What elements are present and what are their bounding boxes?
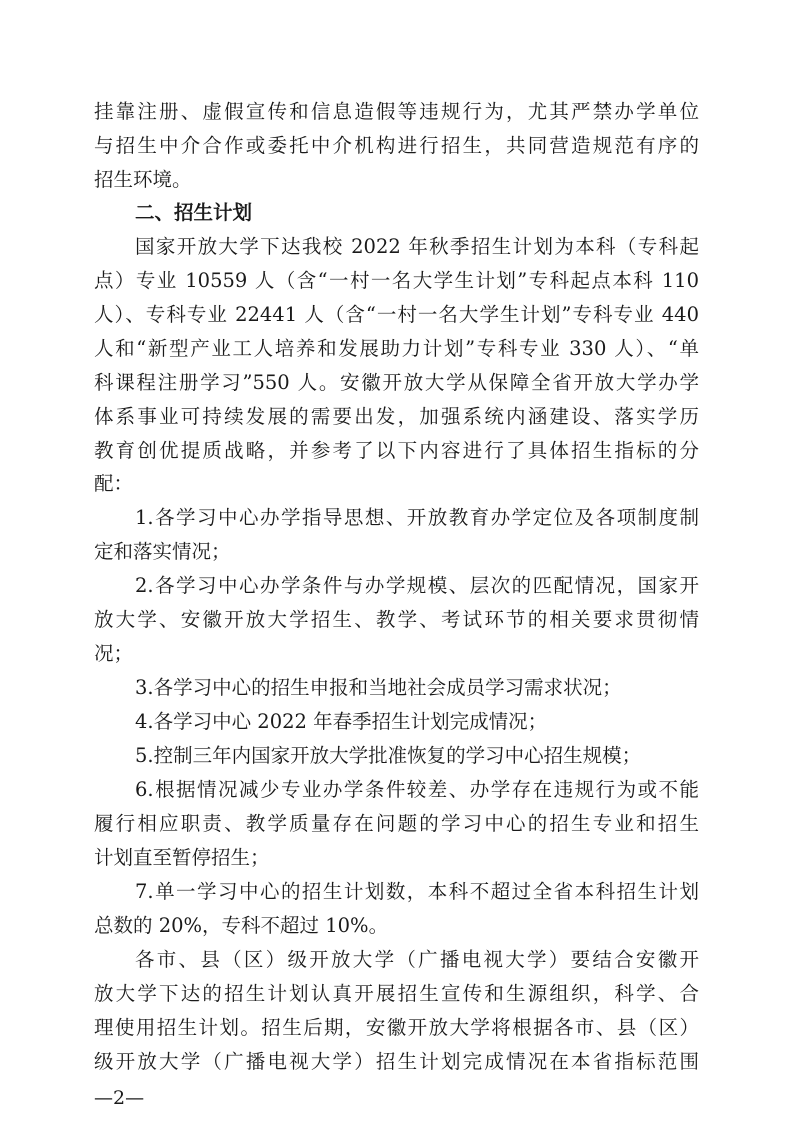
- body-text-line: 挂靠注册、虚假宣传和信息造假等违规行为，尤其严禁办学单位: [94, 100, 699, 123]
- section-heading: 二、招生计划: [135, 201, 253, 224]
- body-text-line: 级开放大学（广播电视大学）招生计划完成情况在本省指标范围: [94, 1050, 699, 1073]
- body-text-line: 计划直至暂停招生；: [94, 846, 270, 869]
- body-text-line: 总数的 20%，专科不超过 10%。: [94, 914, 389, 937]
- list-item-7: 7.单一学习中心的招生计划数，本科不超过全省本科招生计划: [135, 880, 699, 903]
- list-item-2: 2.各学习中心办学条件与办学规模、层次的匹配情况，国家开: [135, 574, 699, 597]
- list-item-1: 1.各学习中心办学指导思想、开放教育办学定位及各项制度制: [135, 506, 699, 529]
- body-text-line: 况；: [94, 642, 134, 665]
- body-text-line: 放大学下达的招生计划认真开展招生宣传和生源组织，科学、合: [94, 982, 699, 1005]
- body-text-line: 科课程注册学习”550 人。安徽开放大学从保障全省开放大学办学: [94, 371, 699, 394]
- body-text-line: 理使用招生计划。招生后期，安徽开放大学将根据各市、县（区）: [94, 1016, 699, 1039]
- body-text-line: 体系事业可持续发展的需要出发，加强系统内涵建设、落实学历: [94, 405, 699, 428]
- list-item-6: 6.根据情况减少专业办学条件较差、办学存在违规行为或不能: [135, 778, 699, 801]
- body-text-line: 点）专业 10559 人（含“一村一名大学生计划”专科起点本科 110: [94, 269, 699, 292]
- body-text-line: 定和落实情况；: [94, 540, 231, 563]
- page-number: —2—: [94, 1087, 145, 1109]
- paragraph-first-line: 各市、县（区）级开放大学（广播电视大学）要结合安徽开: [135, 948, 699, 971]
- body-text-line: 人）、专科专业 22441 人（含“一村一名大学生计划”专科专业 440: [94, 303, 699, 326]
- body-text-line: 教育创优提质战略，并参考了以下内容进行了具体招生指标的分: [94, 439, 699, 462]
- list-item-4: 4.各学习中心 2022 年春季招生计划完成情况；: [135, 710, 548, 733]
- body-text-line: 放大学、安徽开放大学招生、教学、考试环节的相关要求贯彻情: [94, 608, 699, 631]
- list-item-5: 5.控制三年内国家开放大学批准恢复的学习中心招生规模；: [135, 744, 642, 767]
- list-item-3: 3.各学习中心的招生申报和当地社会成员学习需求状况；: [135, 676, 622, 699]
- body-text-line: 招生环境。: [94, 168, 192, 191]
- paragraph-first-line: 国家开放大学下达我校 2022 年秋季招生计划为本科（专科起: [135, 235, 699, 258]
- body-text-line: 与招生中介合作或委托中介机构进行招生，共同营造规范有序的: [94, 134, 699, 157]
- body-text-line: 配：: [94, 472, 134, 495]
- body-text-line: 人和“新型产业工人培养和发展助力计划”专科专业 330 人）、“单: [94, 337, 699, 360]
- body-text-line: 履行相应职责、教学质量存在问题的学习中心的招生专业和招生: [94, 812, 699, 835]
